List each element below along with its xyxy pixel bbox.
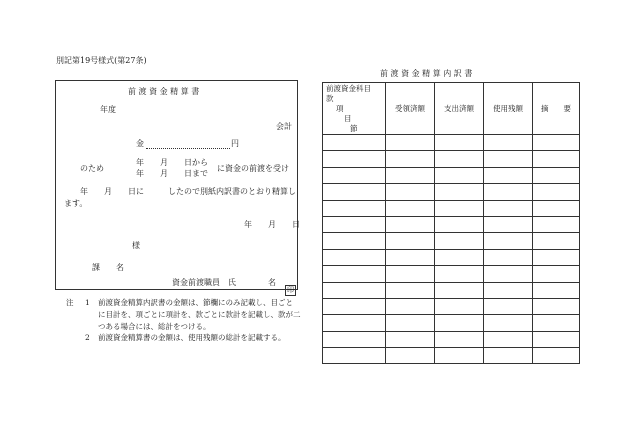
table-cell [323, 200, 386, 216]
table-cell [435, 348, 484, 364]
fiscal-year-label: 年度 [100, 105, 116, 114]
table-cell [386, 167, 435, 183]
col-remarks: 摘 要 [533, 83, 580, 135]
breakdown-table [322, 82, 580, 364]
col-paid: 支出済額 [435, 83, 484, 135]
table-cell [435, 184, 484, 200]
table-row [323, 167, 580, 183]
table-cell [484, 249, 533, 265]
yen-label: 円 [231, 139, 239, 148]
date-from: 年 月 日から [136, 158, 208, 167]
table-cell [386, 216, 435, 232]
table-cell [386, 298, 435, 314]
col-subject: 前渡資金科目 款 項 目 節 [323, 83, 386, 135]
date-to: 年 月 日まで [136, 169, 208, 178]
amount-dotted-line [146, 148, 230, 149]
table-cell [484, 331, 533, 347]
table-cell [386, 282, 435, 298]
officer-name-label: 資金前渡職員 氏 名 [172, 278, 276, 287]
table-row [323, 331, 580, 347]
table-cell [484, 348, 533, 364]
table-cell [323, 348, 386, 364]
table-cell [386, 200, 435, 216]
table-cell [484, 167, 533, 183]
table-row [323, 135, 580, 151]
table-cell [484, 298, 533, 314]
seal-icon: 印 [287, 286, 294, 294]
table-cell [484, 200, 533, 216]
col-remaining: 使用残額 [484, 83, 533, 135]
table-cell [484, 135, 533, 151]
note-1-line-1: 前渡資金精算内訳書の金額は、節欄にのみ記載し、目ごと [98, 298, 293, 307]
table-cell [484, 282, 533, 298]
table-row [323, 249, 580, 265]
table-cell [386, 233, 435, 249]
table-cell [435, 167, 484, 183]
table-cell [533, 315, 580, 331]
note-2-number: 2 [85, 333, 90, 342]
table-cell [435, 298, 484, 314]
table-cell [435, 135, 484, 151]
table-cell [533, 167, 580, 183]
table-cell [323, 233, 386, 249]
note-1-line-3: つある場合には、総計をつける。 [98, 322, 211, 331]
addressee-label: 様 [132, 241, 140, 250]
table-cell [533, 266, 580, 282]
form-reference: 別記第19号様式(第27条) [56, 56, 147, 65]
settlement-text-2: ます。 [64, 199, 88, 208]
date-label: 年 月 日 [244, 220, 300, 229]
table-cell [386, 249, 435, 265]
section-name-label: 課 名 [92, 263, 124, 272]
col-received: 受領済額 [386, 83, 435, 135]
table-cell [435, 282, 484, 298]
table-cell [533, 184, 580, 200]
table-cell [386, 135, 435, 151]
table-cell [435, 315, 484, 331]
purpose-label: のため [80, 164, 104, 173]
note-1-number: 1 [85, 298, 90, 307]
table-cell [435, 331, 484, 347]
table-cell [484, 233, 533, 249]
table-row [323, 216, 580, 232]
table-cell [533, 216, 580, 232]
table-row [323, 200, 580, 216]
advance-received-text: に資金の前渡を受け [217, 164, 289, 173]
table-row [323, 315, 580, 331]
table-row [323, 282, 580, 298]
table-cell [484, 266, 533, 282]
table-cell [323, 249, 386, 265]
table-cell [386, 151, 435, 167]
table-row [323, 151, 580, 167]
table-cell [533, 298, 580, 314]
table-cell [533, 135, 580, 151]
table-cell [435, 233, 484, 249]
table-cell [323, 184, 386, 200]
table-cell [533, 348, 580, 364]
table-cell [386, 348, 435, 364]
table-row [323, 184, 580, 200]
notes-label: 注 [66, 298, 74, 307]
table-cell [386, 331, 435, 347]
table-cell [323, 167, 386, 183]
form-title: 前 渡 資 金 精 算 書 [128, 87, 200, 96]
table-cell [323, 266, 386, 282]
settlement-text-1: 年 月 日に したので別紙内訳書のとおり精算し [80, 187, 296, 196]
table-cell [323, 216, 386, 232]
table-cell [323, 298, 386, 314]
account-label: 会計 [276, 122, 292, 131]
table-cell [533, 331, 580, 347]
table-cell [484, 151, 533, 167]
table-cell [435, 216, 484, 232]
table-cell [386, 315, 435, 331]
table-row [323, 266, 580, 282]
table-cell [386, 184, 435, 200]
table-row [323, 298, 580, 314]
table-cell [533, 282, 580, 298]
table-row [323, 233, 580, 249]
table-cell [435, 249, 484, 265]
table-cell [533, 200, 580, 216]
table-cell [484, 216, 533, 232]
table-cell [323, 151, 386, 167]
table-row [323, 348, 580, 364]
table-cell [435, 200, 484, 216]
table-cell [323, 331, 386, 347]
table-cell [533, 151, 580, 167]
table-cell [323, 135, 386, 151]
table-cell [435, 266, 484, 282]
table-cell [484, 184, 533, 200]
table-cell [323, 315, 386, 331]
table-cell [533, 233, 580, 249]
settlement-form [55, 80, 300, 294]
right-table-title: 前 渡 資 金 精 算 内 訳 書 [380, 69, 473, 78]
table-cell [484, 315, 533, 331]
note-2-line-1: 前渡資金精算書の金額は、使用残額の総計を記載する。 [98, 333, 286, 342]
table-cell [323, 282, 386, 298]
table-cell [435, 151, 484, 167]
table-cell [386, 266, 435, 282]
table-cell [533, 249, 580, 265]
note-1-line-2: に目計を、項ごとに項計を、款ごとに款計を記載し、款が二 [98, 310, 301, 319]
amount-label: 金 [136, 139, 144, 148]
